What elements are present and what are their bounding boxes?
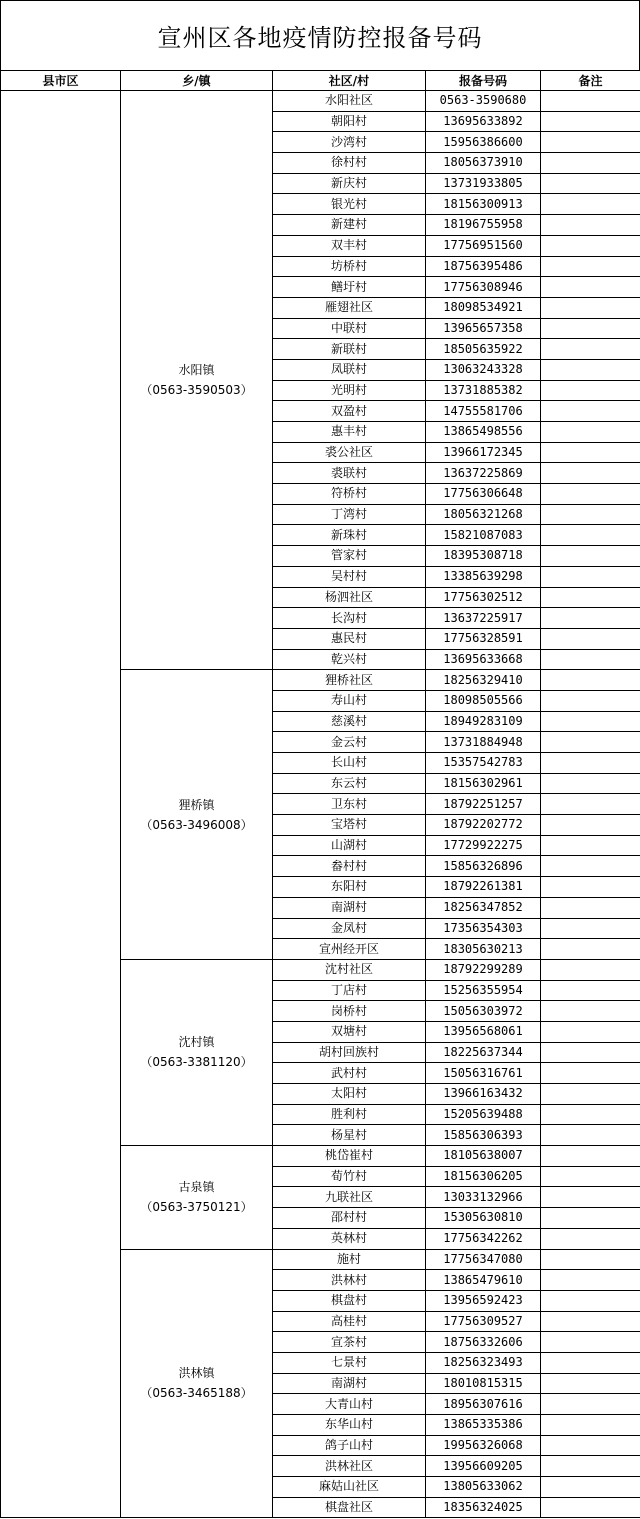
town-phone: （0563-3381120） bbox=[140, 1055, 253, 1070]
note-cell bbox=[541, 525, 640, 546]
note-cell bbox=[541, 628, 640, 649]
village-cell: 凤联村 bbox=[273, 359, 426, 380]
phone-cell: 18156306205 bbox=[426, 1166, 541, 1187]
town-name: 狸桥镇 bbox=[178, 797, 215, 812]
village-cell: 洪林村 bbox=[273, 1270, 426, 1291]
phone-cell: 13731884948 bbox=[426, 732, 541, 753]
note-cell bbox=[541, 1228, 640, 1249]
village-cell: 胜利村 bbox=[273, 1104, 426, 1125]
village-cell: 七景村 bbox=[273, 1352, 426, 1373]
note-cell bbox=[541, 918, 640, 939]
note-cell bbox=[541, 711, 640, 732]
note-cell bbox=[541, 1332, 640, 1353]
phone-cell: 13731933805 bbox=[426, 173, 541, 194]
village-cell: 新建村 bbox=[273, 215, 426, 236]
note-cell bbox=[541, 794, 640, 815]
note-cell bbox=[541, 318, 640, 339]
village-cell: 九联社区 bbox=[273, 1187, 426, 1208]
phone-cell: 18056373910 bbox=[426, 153, 541, 174]
note-cell bbox=[541, 815, 640, 836]
header-note: 备注 bbox=[541, 71, 640, 91]
phone-cell: 18256329410 bbox=[426, 670, 541, 691]
village-cell: 宣茶村 bbox=[273, 1332, 426, 1353]
phone-cell: 18056321268 bbox=[426, 504, 541, 525]
note-cell bbox=[541, 1477, 640, 1498]
phone-cell: 13966163432 bbox=[426, 1084, 541, 1105]
note-cell bbox=[541, 690, 640, 711]
village-cell: 朝阳村 bbox=[273, 111, 426, 132]
village-cell: 卫东村 bbox=[273, 794, 426, 815]
phone-cell: 13966172345 bbox=[426, 442, 541, 463]
village-cell: 杨泗社区 bbox=[273, 587, 426, 608]
note-cell bbox=[541, 256, 640, 277]
town-cell bbox=[121, 959, 273, 1145]
phone-cell: 17756306648 bbox=[426, 484, 541, 505]
note-cell bbox=[541, 111, 640, 132]
note-cell bbox=[541, 1311, 640, 1332]
town-cell bbox=[121, 91, 273, 670]
village-cell: 裘联村 bbox=[273, 463, 426, 484]
note-cell bbox=[541, 132, 640, 153]
phone-cell: 13637225917 bbox=[426, 608, 541, 629]
phone-cell: 18105638007 bbox=[426, 1146, 541, 1167]
village-cell: 新庆村 bbox=[273, 173, 426, 194]
village-cell: 中联村 bbox=[273, 318, 426, 339]
phone-cell: 15256355954 bbox=[426, 980, 541, 1001]
phone-cell: 18792251257 bbox=[426, 794, 541, 815]
phone-cell: 18756395486 bbox=[426, 256, 541, 277]
phone-cell: 18956307616 bbox=[426, 1394, 541, 1415]
note-cell bbox=[541, 897, 640, 918]
town-name: 古泉镇 bbox=[178, 1180, 215, 1195]
note-cell bbox=[541, 835, 640, 856]
village-cell: 南湖村 bbox=[273, 1373, 426, 1394]
header-county: 县市区 bbox=[1, 71, 121, 91]
note-cell bbox=[541, 877, 640, 898]
note-cell bbox=[541, 1146, 640, 1167]
note-cell bbox=[541, 1166, 640, 1187]
note-cell bbox=[541, 1042, 640, 1063]
village-cell: 荀竹村 bbox=[273, 1166, 426, 1187]
note-cell bbox=[541, 339, 640, 360]
town-name: 水阳镇 bbox=[178, 363, 215, 378]
village-cell: 丁湾村 bbox=[273, 504, 426, 525]
note-cell bbox=[541, 587, 640, 608]
village-cell: 长沟村 bbox=[273, 608, 426, 629]
phone-cell: 13637225869 bbox=[426, 463, 541, 484]
town-name: 洪林镇 bbox=[178, 1366, 215, 1381]
town-cell bbox=[121, 1249, 273, 1518]
note-cell bbox=[541, 1125, 640, 1146]
phone-cell: 13063243328 bbox=[426, 359, 541, 380]
phone-cell: 18356324025 bbox=[426, 1497, 541, 1518]
note-cell bbox=[541, 504, 640, 525]
note-cell bbox=[541, 1394, 640, 1415]
header-phone: 报备号码 bbox=[426, 71, 541, 91]
registry-table bbox=[0, 70, 640, 1518]
village-cell: 吴村村 bbox=[273, 566, 426, 587]
phone-cell: 18505635922 bbox=[426, 339, 541, 360]
phone-cell: 13385639298 bbox=[426, 566, 541, 587]
note-cell bbox=[541, 1435, 640, 1456]
phone-cell: 13865479610 bbox=[426, 1270, 541, 1291]
phone-cell: 18010815315 bbox=[426, 1373, 541, 1394]
note-cell bbox=[541, 773, 640, 794]
village-cell: 洪林社区 bbox=[273, 1456, 426, 1477]
town-phone: （0563-3590503） bbox=[140, 383, 253, 398]
village-cell: 新珠村 bbox=[273, 525, 426, 546]
note-cell bbox=[541, 546, 640, 567]
village-cell: 丁店村 bbox=[273, 980, 426, 1001]
phone-cell: 17729922275 bbox=[426, 835, 541, 856]
village-cell: 沈村社区 bbox=[273, 959, 426, 980]
note-cell bbox=[541, 959, 640, 980]
note-cell bbox=[541, 1001, 640, 1022]
village-cell: 施村 bbox=[273, 1249, 426, 1270]
phone-cell: 13033132966 bbox=[426, 1187, 541, 1208]
phone-cell: 17756328591 bbox=[426, 628, 541, 649]
village-cell: 雁翅社区 bbox=[273, 297, 426, 318]
note-cell bbox=[541, 732, 640, 753]
phone-cell: 13731885382 bbox=[426, 380, 541, 401]
village-cell: 南湖村 bbox=[273, 897, 426, 918]
town-phone: （0563-3750121） bbox=[140, 1200, 253, 1215]
note-cell bbox=[541, 1104, 640, 1125]
note-cell bbox=[541, 566, 640, 587]
phone-cell: 17756342262 bbox=[426, 1228, 541, 1249]
note-cell bbox=[541, 1352, 640, 1373]
note-cell bbox=[541, 856, 640, 877]
note-cell bbox=[541, 670, 640, 691]
village-cell: 坊桥村 bbox=[273, 256, 426, 277]
village-cell: 符桥村 bbox=[273, 484, 426, 505]
phone-cell: 18305630213 bbox=[426, 939, 541, 960]
village-cell: 鸽子山村 bbox=[273, 1435, 426, 1456]
phone-cell: 18098505566 bbox=[426, 690, 541, 711]
village-cell: 双丰村 bbox=[273, 235, 426, 256]
phone-cell: 0563-3590680 bbox=[426, 91, 541, 112]
note-cell bbox=[541, 422, 640, 443]
village-cell: 东云村 bbox=[273, 773, 426, 794]
phone-cell: 18196755958 bbox=[426, 215, 541, 236]
town-cell bbox=[121, 1146, 273, 1249]
table-row bbox=[1, 91, 640, 112]
village-cell: 长山村 bbox=[273, 753, 426, 774]
note-cell bbox=[541, 215, 640, 236]
village-cell: 乾兴村 bbox=[273, 649, 426, 670]
note-cell bbox=[541, 1373, 640, 1394]
note-cell bbox=[541, 442, 640, 463]
village-cell: 太阳村 bbox=[273, 1084, 426, 1105]
village-cell: 宝塔村 bbox=[273, 815, 426, 836]
phone-cell: 15856326896 bbox=[426, 856, 541, 877]
phone-cell: 13956568061 bbox=[426, 1021, 541, 1042]
county-cell bbox=[1, 91, 121, 1518]
village-cell: 东阳村 bbox=[273, 877, 426, 898]
village-cell: 沙湾村 bbox=[273, 132, 426, 153]
phone-cell: 14755581706 bbox=[426, 401, 541, 422]
village-cell: 管家村 bbox=[273, 546, 426, 567]
phone-cell: 15205639488 bbox=[426, 1104, 541, 1125]
village-cell: 银光村 bbox=[273, 194, 426, 215]
note-cell bbox=[541, 401, 640, 422]
note-cell bbox=[541, 608, 640, 629]
note-cell bbox=[541, 1270, 640, 1291]
phone-cell: 18792261381 bbox=[426, 877, 541, 898]
village-cell: 新联村 bbox=[273, 339, 426, 360]
note-cell bbox=[541, 1208, 640, 1229]
town-name: 沈村镇 bbox=[178, 1035, 215, 1050]
village-cell: 惠民村 bbox=[273, 628, 426, 649]
note-cell bbox=[541, 1084, 640, 1105]
phone-cell: 18156300913 bbox=[426, 194, 541, 215]
town-cell bbox=[121, 670, 273, 960]
note-cell bbox=[541, 484, 640, 505]
note-cell bbox=[541, 1063, 640, 1084]
note-cell bbox=[541, 359, 640, 380]
village-cell: 裘公社区 bbox=[273, 442, 426, 463]
note-cell bbox=[541, 1249, 640, 1270]
phone-cell: 17756347080 bbox=[426, 1249, 541, 1270]
phone-cell: 18395308718 bbox=[426, 546, 541, 567]
phone-cell: 18792299289 bbox=[426, 959, 541, 980]
village-cell: 邵村村 bbox=[273, 1208, 426, 1229]
note-cell bbox=[541, 91, 640, 112]
village-cell: 金云村 bbox=[273, 732, 426, 753]
phone-cell: 13865498556 bbox=[426, 422, 541, 443]
village-cell: 金凤村 bbox=[273, 918, 426, 939]
town-phone: （0563-3496008） bbox=[140, 817, 253, 832]
village-cell: 宣州经开区 bbox=[273, 939, 426, 960]
village-cell: 武村村 bbox=[273, 1063, 426, 1084]
note-cell bbox=[541, 277, 640, 298]
note-cell bbox=[541, 753, 640, 774]
village-cell: 杨星村 bbox=[273, 1125, 426, 1146]
phone-cell: 15357542783 bbox=[426, 753, 541, 774]
village-cell: 寿山村 bbox=[273, 690, 426, 711]
note-cell bbox=[541, 1290, 640, 1311]
village-cell: 棋盘村 bbox=[273, 1290, 426, 1311]
phone-cell: 19956326068 bbox=[426, 1435, 541, 1456]
phone-cell: 13695633668 bbox=[426, 649, 541, 670]
phone-cell: 18256347852 bbox=[426, 897, 541, 918]
village-cell: 光明村 bbox=[273, 380, 426, 401]
note-cell bbox=[541, 194, 640, 215]
village-cell: 双塘村 bbox=[273, 1021, 426, 1042]
phone-cell: 18156302961 bbox=[426, 773, 541, 794]
town-phone: （0563-3465188） bbox=[140, 1386, 253, 1401]
phone-cell: 17756308946 bbox=[426, 277, 541, 298]
note-cell bbox=[541, 1187, 640, 1208]
note-cell bbox=[541, 1456, 640, 1477]
phone-cell: 13805633062 bbox=[426, 1477, 541, 1498]
village-cell: 英林村 bbox=[273, 1228, 426, 1249]
village-cell: 岗桥村 bbox=[273, 1001, 426, 1022]
village-cell: 东华山村 bbox=[273, 1415, 426, 1436]
phone-cell: 13965657358 bbox=[426, 318, 541, 339]
note-cell bbox=[541, 1021, 640, 1042]
note-cell bbox=[541, 939, 640, 960]
note-cell bbox=[541, 980, 640, 1001]
note-cell bbox=[541, 380, 640, 401]
village-cell: 胡村回族村 bbox=[273, 1042, 426, 1063]
note-cell bbox=[541, 297, 640, 318]
village-cell: 山湖村 bbox=[273, 835, 426, 856]
village-cell: 大青山村 bbox=[273, 1394, 426, 1415]
note-cell bbox=[541, 1497, 640, 1518]
village-cell: 惠丰村 bbox=[273, 422, 426, 443]
village-cell: 棋盘社区 bbox=[273, 1497, 426, 1518]
village-cell: 桃岱崔村 bbox=[273, 1146, 426, 1167]
phone-cell: 17756951560 bbox=[426, 235, 541, 256]
phone-cell: 15056316761 bbox=[426, 1063, 541, 1084]
phone-cell: 13695633892 bbox=[426, 111, 541, 132]
phone-cell: 18949283109 bbox=[426, 711, 541, 732]
phone-cell: 13956609205 bbox=[426, 1456, 541, 1477]
village-cell: 鳝圩村 bbox=[273, 277, 426, 298]
village-cell: 徐村村 bbox=[273, 153, 426, 174]
phone-cell: 15056303972 bbox=[426, 1001, 541, 1022]
header-row bbox=[1, 71, 640, 91]
phone-cell: 17756309527 bbox=[426, 1311, 541, 1332]
note-cell bbox=[541, 153, 640, 174]
phone-cell: 17356354303 bbox=[426, 918, 541, 939]
note-cell bbox=[541, 1415, 640, 1436]
sheet-title: 宣州区各地疫情防控报备号码 bbox=[0, 0, 640, 71]
village-cell: 慈溪村 bbox=[273, 711, 426, 732]
registry-body bbox=[1, 91, 640, 1518]
village-cell: 双盈村 bbox=[273, 401, 426, 422]
village-cell: 畚村村 bbox=[273, 856, 426, 877]
village-cell: 高桂村 bbox=[273, 1311, 426, 1332]
phone-cell: 18792202772 bbox=[426, 815, 541, 836]
note-cell bbox=[541, 649, 640, 670]
header-town: 乡/镇 bbox=[121, 71, 273, 91]
phone-cell: 15956386600 bbox=[426, 132, 541, 153]
phone-cell: 17756302512 bbox=[426, 587, 541, 608]
header-village: 社区/村 bbox=[273, 71, 426, 91]
phone-cell: 18225637344 bbox=[426, 1042, 541, 1063]
phone-cell: 18256323493 bbox=[426, 1352, 541, 1373]
note-cell bbox=[541, 463, 640, 484]
phone-cell: 18098534921 bbox=[426, 297, 541, 318]
phone-cell: 13865335386 bbox=[426, 1415, 541, 1436]
village-cell: 狸桥社区 bbox=[273, 670, 426, 691]
phone-cell: 15305630810 bbox=[426, 1208, 541, 1229]
phone-cell: 15856306393 bbox=[426, 1125, 541, 1146]
phone-cell: 15821087083 bbox=[426, 525, 541, 546]
phone-cell: 18756332606 bbox=[426, 1332, 541, 1353]
phone-cell: 13956592423 bbox=[426, 1290, 541, 1311]
village-cell: 麻姑山社区 bbox=[273, 1477, 426, 1498]
note-cell bbox=[541, 173, 640, 194]
village-cell: 水阳社区 bbox=[273, 91, 426, 112]
note-cell bbox=[541, 235, 640, 256]
